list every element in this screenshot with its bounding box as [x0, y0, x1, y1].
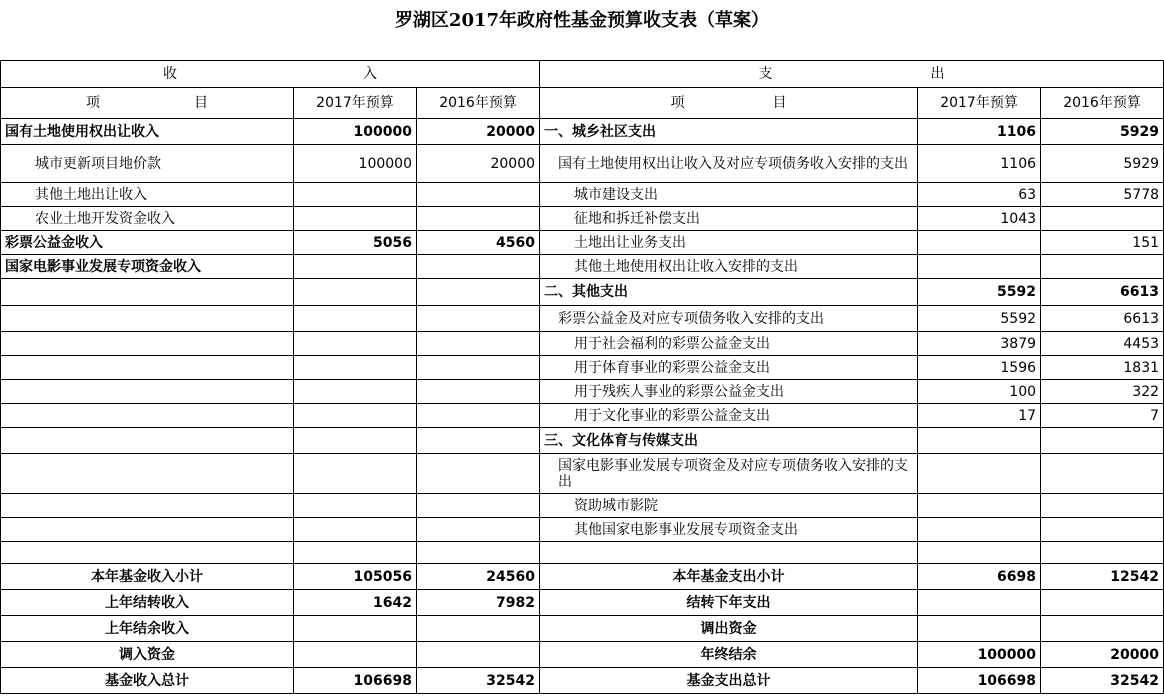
- income-item-cell: [1, 279, 294, 306]
- expense-2016-cell: [1041, 590, 1164, 616]
- table-row: [1, 380, 1164, 404]
- income-2016-cell: 7982: [417, 590, 540, 616]
- expense-2017-cell: [918, 616, 1041, 642]
- expense-2016-cell: 6613: [1041, 279, 1164, 306]
- expense-2017-cell: [918, 454, 1041, 494]
- expense-item-cell: 用于残疾人事业的彩票公益金支出: [540, 380, 918, 404]
- income-2016-cell: [417, 207, 540, 231]
- income-header: [1, 61, 540, 88]
- income-2016-cell: [417, 494, 540, 518]
- income-2017-cell: [294, 454, 417, 494]
- income-2017-cell: 5056: [294, 231, 417, 255]
- table-row: [1, 255, 1164, 279]
- income-2016-cell: [417, 356, 540, 380]
- income-item-cell: [1, 356, 294, 380]
- income-2017-cell: [294, 542, 417, 564]
- expense-header-left: 支: [758, 66, 773, 82]
- expense-2016-cell: 322: [1041, 380, 1164, 404]
- income-item-cell: 农业土地开发资金收入: [1, 207, 294, 231]
- income-2016-cell: [417, 428, 540, 454]
- income-2016-cell: 20000: [417, 145, 540, 183]
- table-row: [1, 518, 1164, 542]
- expense-2016-cell: 32542: [1041, 668, 1164, 694]
- expense-2016-cell: 4453: [1041, 332, 1164, 356]
- income-item-cell: [1, 494, 294, 518]
- income-2016-cell: [417, 332, 540, 356]
- expense-item-cell: 用于体育事业的彩票公益金支出: [540, 356, 918, 380]
- income-2016-cell: [417, 279, 540, 306]
- expense-item-cell: 其他土地使用权出让收入安排的支出: [540, 255, 918, 279]
- table-row: [1, 428, 1164, 454]
- income-2016-cell: [417, 616, 540, 642]
- expense-2017-cell: 6698: [918, 564, 1041, 590]
- expense-2016-cell: 151: [1041, 231, 1164, 255]
- expense-2017-cell: 5592: [918, 279, 1041, 306]
- income-item-cell: [1, 380, 294, 404]
- table-row: [1, 404, 1164, 428]
- expense-2016-cell: 7: [1041, 404, 1164, 428]
- table-row: [1, 642, 1164, 668]
- table-row: [1, 494, 1164, 518]
- expense-2017-cell: 3879: [918, 332, 1041, 356]
- expense-2016-cell: [1041, 207, 1164, 231]
- budget-table: [0, 60, 1164, 694]
- income-2016-cell: [417, 542, 540, 564]
- expense-2017-cell: 63: [918, 183, 1041, 207]
- income-2017-cell: [294, 356, 417, 380]
- income-2016-header: 2016年预算: [417, 88, 540, 119]
- table-row: [1, 119, 1164, 145]
- income-2016-cell: [417, 380, 540, 404]
- income-item-header-right: 目: [194, 95, 208, 111]
- table-row: [1, 356, 1164, 380]
- expense-2016-cell: 12542: [1041, 564, 1164, 590]
- table-row: [1, 590, 1164, 616]
- expense-2017-cell: [918, 590, 1041, 616]
- income-2016-cell: 4560: [417, 231, 540, 255]
- expense-2017-cell: 1596: [918, 356, 1041, 380]
- income-2017-cell: 1642: [294, 590, 417, 616]
- income-header-left: 收: [163, 66, 177, 82]
- income-2017-cell: [294, 183, 417, 207]
- income-item-cell: [1, 542, 294, 564]
- income-item-header: [1, 88, 294, 119]
- income-2017-cell: [294, 255, 417, 279]
- expense-2016-cell: [1041, 616, 1164, 642]
- page-title: 罗湖区2017年政府性基金预算收支表（草案）: [394, 10, 770, 31]
- table-row: [1, 279, 1164, 306]
- table-row: [1, 454, 1164, 494]
- expense-header: [540, 61, 1164, 88]
- expense-item-cell: 城市建设支出: [540, 183, 918, 207]
- table-row: [1, 145, 1164, 183]
- income-2016-cell: [417, 518, 540, 542]
- income-2016-cell: 32542: [417, 668, 540, 694]
- expense-2017-cell: [918, 494, 1041, 518]
- expense-item-cell: 彩票公益金及对应专项债务收入安排的支出: [540, 306, 918, 332]
- expense-item-header-left: 项: [670, 95, 685, 111]
- expense-2016-cell: 5778: [1041, 183, 1164, 207]
- table-row: [1, 668, 1164, 694]
- income-2017-cell: 106698: [294, 668, 417, 694]
- income-2017-cell: [294, 428, 417, 454]
- income-2016-cell: 20000: [417, 119, 540, 145]
- expense-2017-cell: 1043: [918, 207, 1041, 231]
- expense-2017-cell: [918, 231, 1041, 255]
- table-row: [1, 306, 1164, 332]
- expense-item-cell: 本年基金支出小计: [540, 564, 918, 590]
- expense-item-cell: 一、城乡社区支出: [540, 119, 918, 145]
- table-row: [1, 332, 1164, 356]
- income-2017-cell: [294, 380, 417, 404]
- expense-2017-cell: 17: [918, 404, 1041, 428]
- expense-2016-cell: 5929: [1041, 145, 1164, 183]
- expense-2016-cell: 6613: [1041, 306, 1164, 332]
- income-item-header-left: 项: [86, 95, 100, 111]
- expense-2016-cell: 1831: [1041, 356, 1164, 380]
- expense-2017-cell: 106698: [918, 668, 1041, 694]
- income-item-cell: 基金收入总计: [1, 668, 294, 694]
- expense-item-cell: 用于文化事业的彩票公益金支出: [540, 404, 918, 428]
- income-item-cell: [1, 428, 294, 454]
- expense-2017-cell: 5592: [918, 306, 1041, 332]
- income-item-cell: 本年基金收入小计: [1, 564, 294, 590]
- income-item-cell: 其他土地出让收入: [1, 183, 294, 207]
- expense-2017-cell: [918, 255, 1041, 279]
- income-item-cell: [1, 518, 294, 542]
- income-2017-cell: [294, 616, 417, 642]
- income-2017-cell: [294, 642, 417, 668]
- expense-2016-cell: 20000: [1041, 642, 1164, 668]
- expense-item-cell: [540, 542, 918, 564]
- expense-2016-cell: [1041, 494, 1164, 518]
- income-item-cell: 国家电影事业发展专项资金收入: [1, 255, 294, 279]
- expense-item-cell: 年终结余: [540, 642, 918, 668]
- income-item-cell: 上年结余收入: [1, 616, 294, 642]
- income-item-cell: 国有土地使用权出让收入: [1, 119, 294, 145]
- expense-2016-cell: [1041, 542, 1164, 564]
- expense-2016-cell: [1041, 518, 1164, 542]
- expense-2017-cell: 100: [918, 380, 1041, 404]
- income-item-cell: [1, 332, 294, 356]
- income-2017-cell: [294, 279, 417, 306]
- expense-item-header-right: 目: [772, 95, 787, 111]
- expense-item-cell: 三、文化体育与传媒支出: [540, 428, 918, 454]
- income-item-cell: [1, 306, 294, 332]
- income-2017-header: 2017年预算: [294, 88, 417, 119]
- expense-item-cell: 国有土地使用权出让收入及对应专项债务收入安排的支出: [540, 145, 918, 183]
- income-2016-cell: [417, 183, 540, 207]
- income-2016-cell: [417, 454, 540, 494]
- income-2017-cell: [294, 404, 417, 428]
- expense-item-header: [540, 88, 918, 119]
- expense-2017-cell: 100000: [918, 642, 1041, 668]
- income-header-right: 入: [363, 66, 377, 82]
- expense-2017-cell: [918, 518, 1041, 542]
- income-2017-cell: [294, 332, 417, 356]
- expense-item-cell: 征地和拆迁补偿支出: [540, 207, 918, 231]
- expense-item-cell: 资助城市影院: [540, 494, 918, 518]
- income-2017-cell: 100000: [294, 119, 417, 145]
- table-row: [1, 616, 1164, 642]
- income-2017-cell: [294, 518, 417, 542]
- expense-item-cell: 其他国家电影事业发展专项资金支出: [540, 518, 918, 542]
- income-item-cell: 彩票公益金收入: [1, 231, 294, 255]
- income-2017-cell: 100000: [294, 145, 417, 183]
- income-2016-cell: 24560: [417, 564, 540, 590]
- expense-2016-cell: [1041, 454, 1164, 494]
- income-item-cell: 上年结转收入: [1, 590, 294, 616]
- expense-item-cell: 国家电影事业发展专项资金及对应专项债务收入安排的支出: [540, 454, 918, 494]
- income-item-cell: 调入资金: [1, 642, 294, 668]
- expense-2016-cell: 5929: [1041, 119, 1164, 145]
- expense-item-cell: 二、其他支出: [540, 279, 918, 306]
- expense-item-cell: 用于社会福利的彩票公益金支出: [540, 332, 918, 356]
- income-2017-cell: [294, 207, 417, 231]
- expense-2017-cell: 1106: [918, 145, 1041, 183]
- expense-2017-header: 2017年预算: [918, 88, 1041, 119]
- income-2016-cell: [417, 642, 540, 668]
- expense-2016-cell: [1041, 428, 1164, 454]
- income-2017-cell: [294, 306, 417, 332]
- expense-2017-cell: [918, 542, 1041, 564]
- income-item-cell: [1, 404, 294, 428]
- table-row: [1, 564, 1164, 590]
- table-row: [1, 183, 1164, 207]
- expense-2017-cell: [918, 428, 1041, 454]
- expense-2016-cell: [1041, 255, 1164, 279]
- header-row-columns: [1, 88, 1164, 119]
- table-row: [1, 542, 1164, 564]
- income-2017-cell: [294, 494, 417, 518]
- expense-2017-cell: 1106: [918, 119, 1041, 145]
- income-item-cell: 城市更新项目地价款: [1, 145, 294, 183]
- expense-item-cell: 土地出让业务支出: [540, 231, 918, 255]
- income-2016-cell: [417, 404, 540, 428]
- header-row-section: [1, 61, 1164, 88]
- table-row: [1, 231, 1164, 255]
- expense-item-cell: 基金支出总计: [540, 668, 918, 694]
- income-2016-cell: [417, 306, 540, 332]
- expense-item-cell: 调出资金: [540, 616, 918, 642]
- income-2016-cell: [417, 255, 540, 279]
- expense-2016-header: 2016年预算: [1041, 88, 1164, 119]
- expense-item-cell: 结转下年支出: [540, 590, 918, 616]
- expense-header-right: 出: [930, 66, 945, 82]
- income-item-cell: [1, 454, 294, 494]
- income-2017-cell: 105056: [294, 564, 417, 590]
- table-row: [1, 207, 1164, 231]
